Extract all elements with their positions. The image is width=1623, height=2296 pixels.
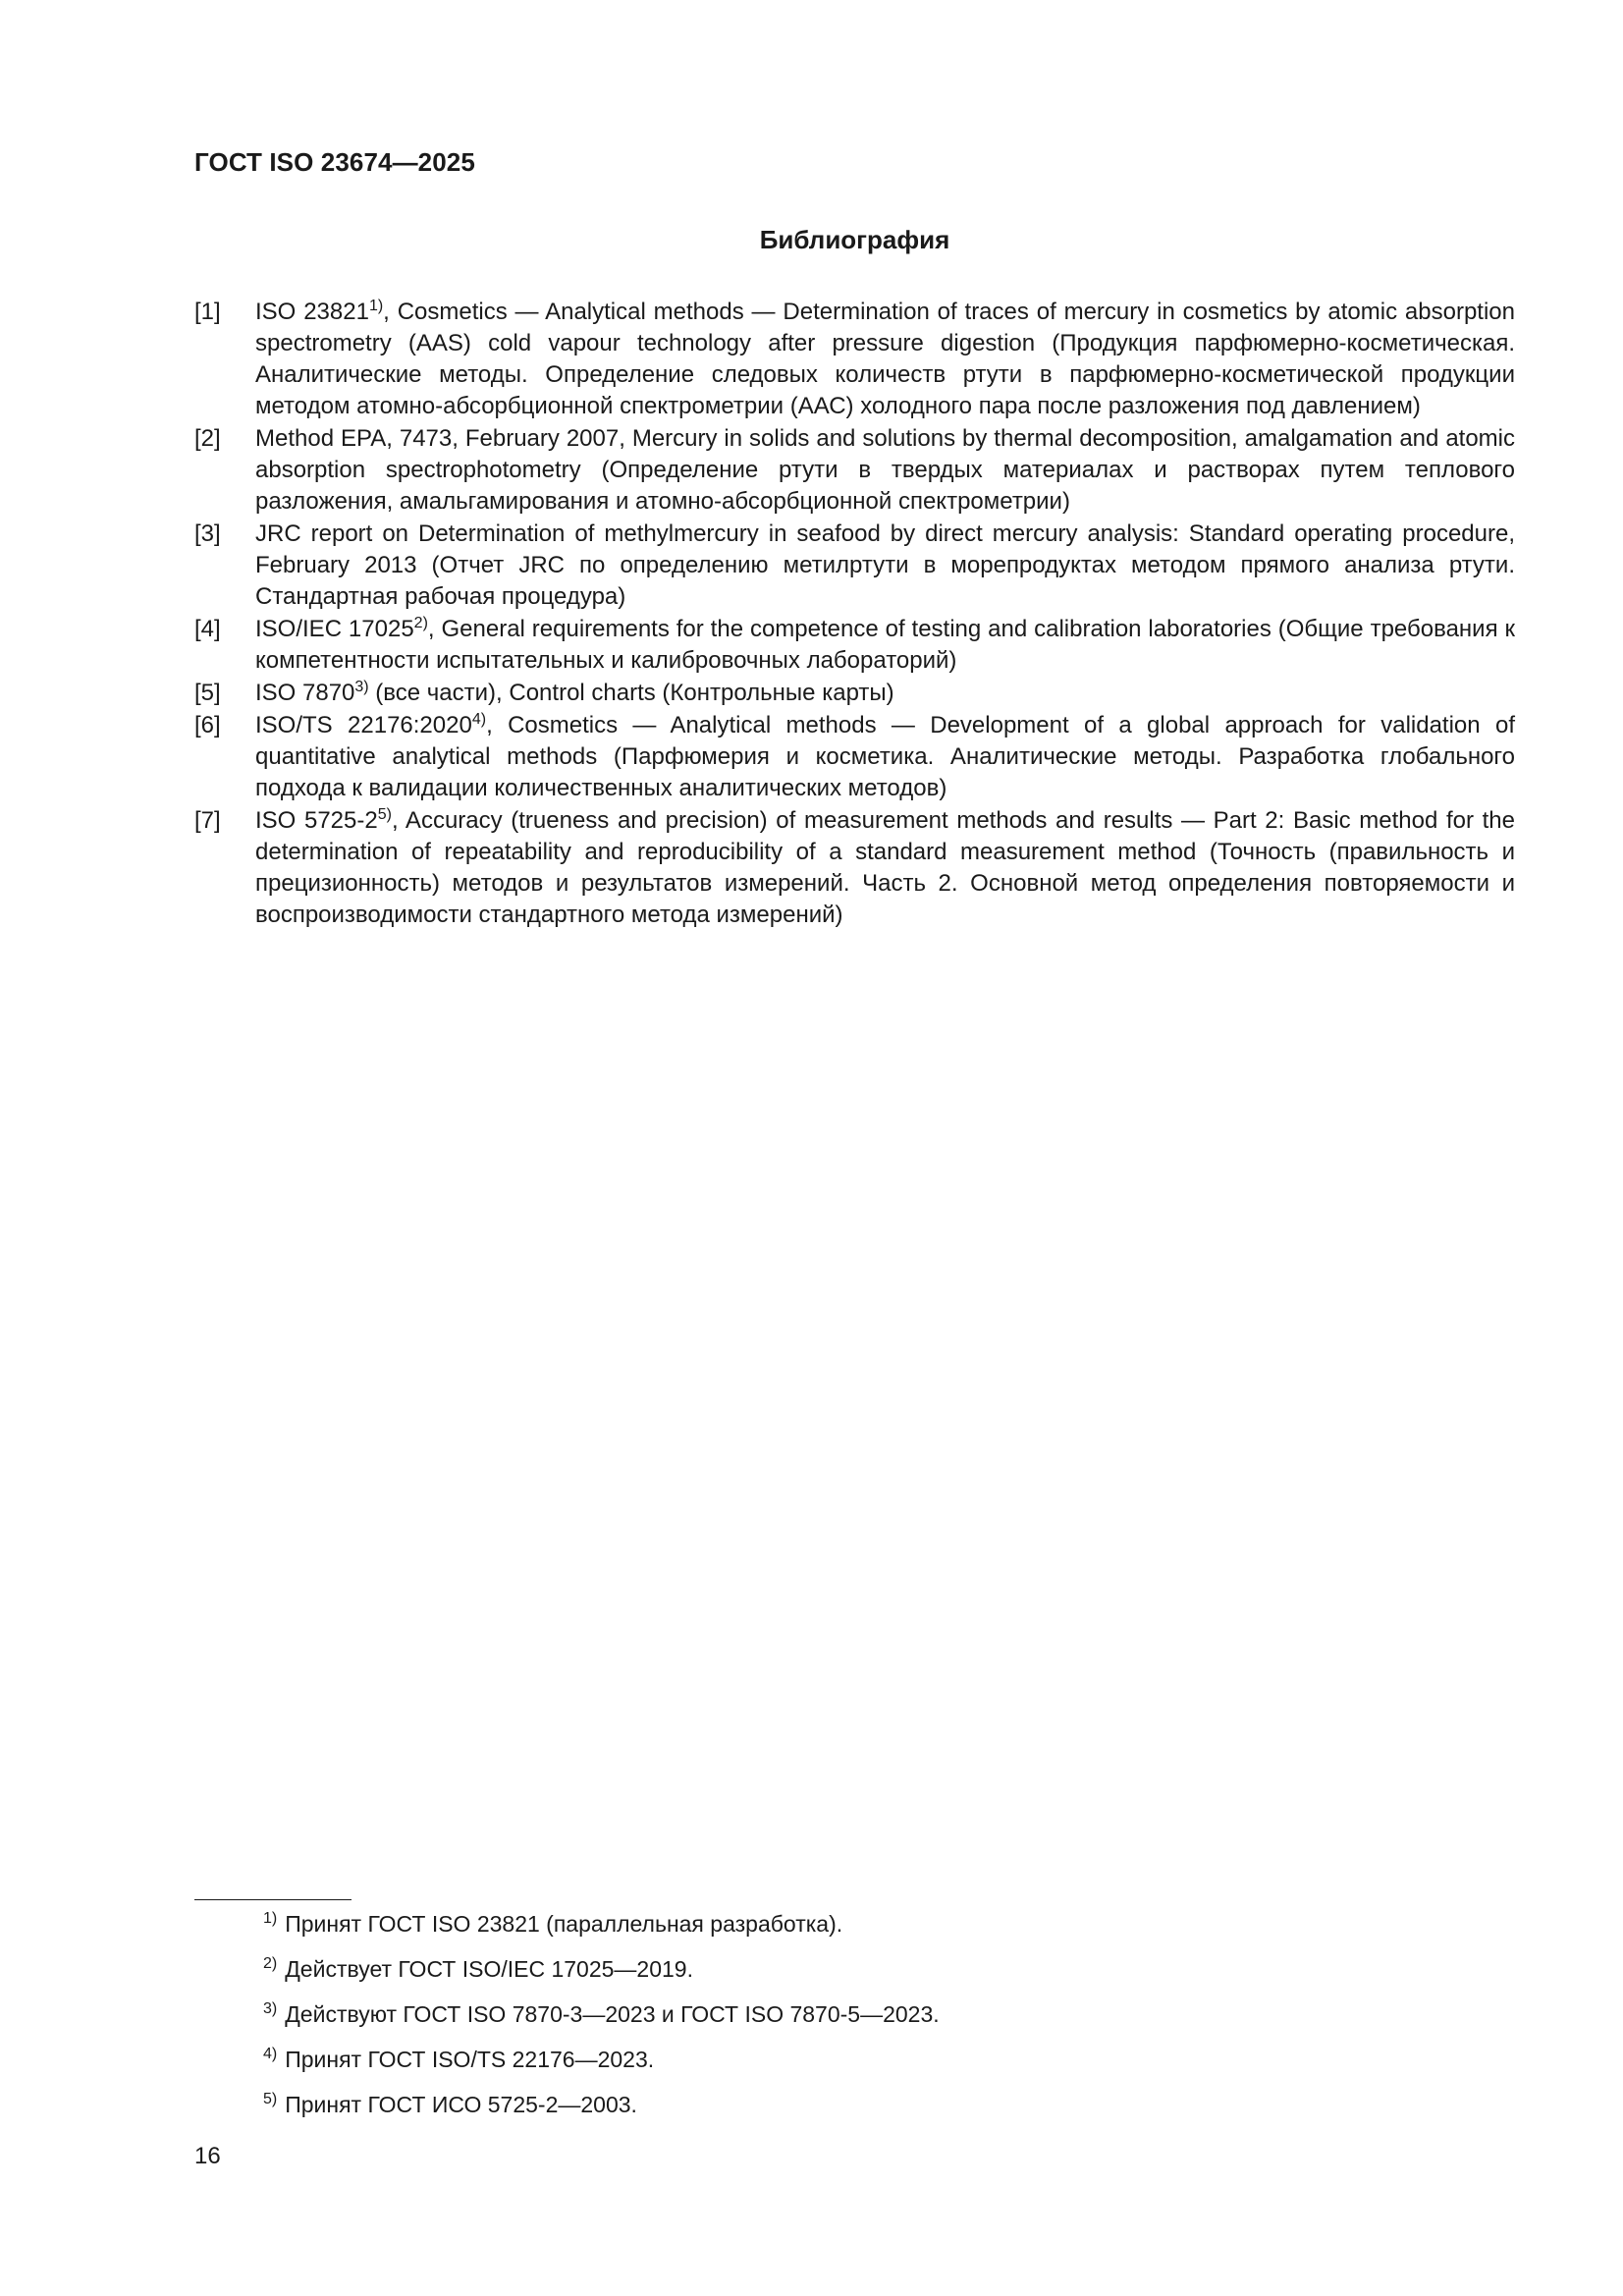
- bibliography-item-text: [255, 680, 894, 706]
- footnote: [263, 2089, 940, 2120]
- reference-body: , General requirements for the competence of testing and calibration laboratories (Общие требования к компетентности испытательных и калибровочных лабораторий): [255, 616, 1515, 674]
- bibliography-item-text: [255, 520, 1515, 610]
- footnote-mark: 2): [263, 1955, 278, 1972]
- footnote-mark: 5): [263, 2091, 278, 2107]
- bibliography-item-number: [2]: [194, 425, 221, 452]
- bibliography-item-number: [6]: [194, 712, 221, 738]
- reference-body: , Cosmetics — Analytical methods — Development of a global approach for validation of quantitative analytical methods (Парфюмерия и косметика. Аналитические методы. Разработка глобального подхода к валидации количественных аналитических методов): [255, 712, 1515, 801]
- footnote-mark: 1): [263, 1910, 278, 1927]
- reference-lead: ISO 5725-2: [255, 807, 378, 834]
- bibliography-item-text: [255, 616, 1515, 674]
- bibliography-item: [194, 710, 1515, 804]
- footnote: [263, 1998, 940, 2030]
- bibliography-item: [194, 297, 1515, 422]
- footnote-mark: 3): [263, 2000, 278, 2017]
- bibliography-item-text: [255, 299, 1515, 419]
- reference-lead: ISO/IEC 17025: [255, 616, 414, 642]
- bibliography-item: [194, 519, 1515, 613]
- footnote-marker: 5): [377, 806, 392, 823]
- reference-lead: Method EPA, 7473, February 2007, Mercury in solids and solutions by thermal decomposition, amalgamation and atomic absorption spectrophotometry (Определение ртути в твердых материалах и растворах путем теплового разложения, амальгамирования и атомно-абсорбционной спектрометрии): [255, 425, 1515, 515]
- bibliography-item-text: [255, 712, 1515, 801]
- footnote-divider: [194, 1899, 352, 1900]
- bibliography-item-text: [255, 425, 1515, 515]
- reference-lead: ISO 7870: [255, 680, 355, 706]
- bibliography-item: [194, 614, 1515, 677]
- reference-lead: JRC report on Determination of methylmercury in seafood by direct mercury analysis: Standard operating procedure, February 2013 (Отчет JRC по определению метилртути в морепродуктах методом прямого анализа ртути. Стандартная рабочая процедура): [255, 520, 1515, 610]
- reference-lead: ISO 23821: [255, 299, 369, 325]
- footnote-text: Действует ГОСТ ISO/IEC 17025—2019.: [285, 1956, 693, 1982]
- bibliography-item: [194, 678, 1515, 709]
- page-number: 16: [194, 2143, 221, 2169]
- footnote-text: Принят ГОСТ ИСО 5725-2—2003.: [285, 2092, 637, 2117]
- bibliography-item: [194, 423, 1515, 518]
- bibliography-item-number: [1]: [194, 299, 221, 325]
- bibliography-item-text: [255, 807, 1515, 928]
- bibliography-item-number: [4]: [194, 616, 221, 642]
- footnote-text: Действуют ГОСТ ISO 7870-3—2023 и ГОСТ ISO 7870-5—2023.: [285, 2001, 940, 2027]
- footnote-text: Принят ГОСТ ISO/TS 22176—2023.: [285, 2047, 655, 2072]
- footnote: [263, 1908, 940, 1940]
- bibliography-title: Библиография: [759, 225, 950, 254]
- reference-body: , Accuracy (trueness and precision) of measurement methods and results — Part 2: Basic method for the determination of repeatability and reproducibility of a standard measurement method (Точность (правильность и прецизионность) методов и результатов измерений. Часть 2. Основной метод определения повторяемости и воспроизводимости стандартного метода измерений): [255, 807, 1515, 928]
- reference-body: , Cosmetics — Analytical methods — Determination of traces of mercury in cosmetics by atomic absorption spectrometry (AAS) cold vapour technology after pressure digestion (Продукция парфюмерно-косметическая. Аналитические методы. Определение следовых количеств ртути в парфюмерно-косметической продукции методом атомно-абсорбционной спектрометрии (ААС) холодного пара после разложения под давлением): [255, 299, 1516, 419]
- footnote-marker: 1): [368, 298, 384, 314]
- footnote-marker: 2): [413, 615, 428, 631]
- footnotes-list: [263, 1908, 940, 2134]
- document-header: ГОСТ ISO 23674—2025: [194, 147, 475, 177]
- bibliography-list: [194, 297, 1515, 932]
- reference-lead: ISO/TS 22176:2020: [255, 712, 472, 738]
- footnote: [263, 1953, 940, 1985]
- bibliography-item-number: [3]: [194, 520, 221, 547]
- footnote-mark: 4): [263, 2046, 278, 2062]
- footnote: [263, 2044, 940, 2075]
- footnote-text: Принят ГОСТ ISO 23821 (параллельная разработка).: [285, 1911, 843, 1937]
- footnote-marker: 3): [354, 679, 369, 695]
- bibliography-item-number: [7]: [194, 807, 221, 834]
- bibliography-item: [194, 805, 1515, 931]
- footnote-marker: 4): [471, 711, 487, 728]
- bibliography-item-number: [5]: [194, 680, 221, 706]
- reference-body: (все части), Control charts (Контрольные карты): [368, 680, 894, 706]
